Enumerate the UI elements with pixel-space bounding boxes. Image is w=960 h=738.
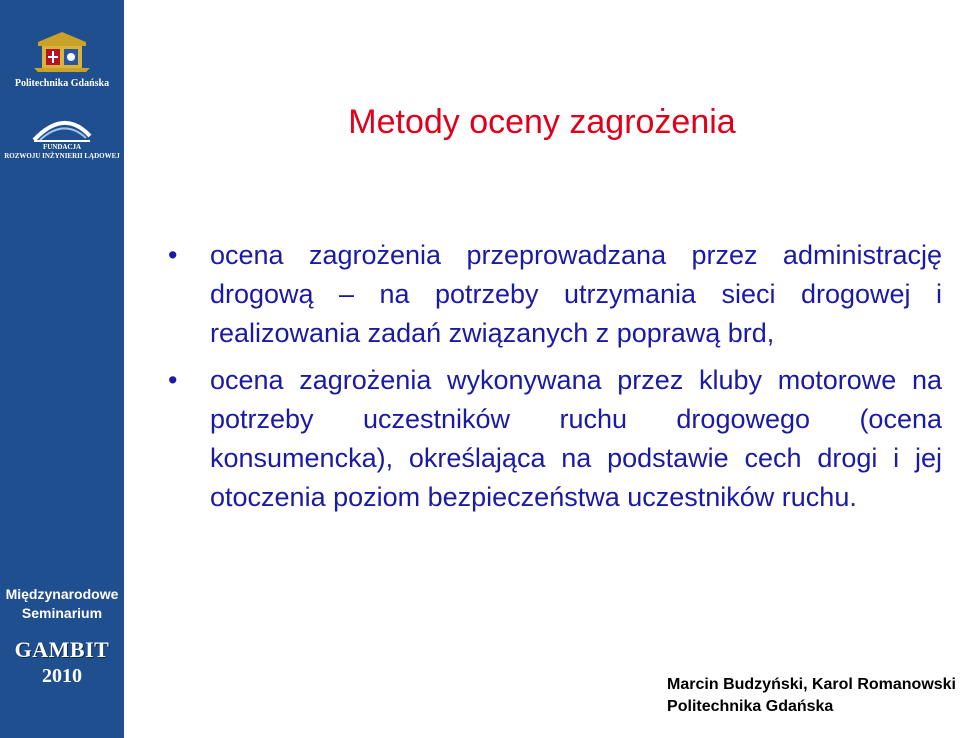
seminar-line-2: Seminarium	[21, 605, 103, 621]
bullet-list	[168, 236, 942, 525]
footer	[667, 674, 956, 718]
bullet-text: ocena zagrożenia przeprowadzana przez administrację drogową – na potrzeby utrzymania sieci drogowej i realizowania zadań związanych z poprawą brd,	[210, 240, 942, 348]
footer-authors: Marcin Budzyński, Karol Romanowski	[667, 676, 956, 693]
footer-affiliation: Politechnika Gdańska	[667, 698, 834, 715]
foundation-bridge-icon	[30, 114, 94, 144]
seminar-label	[0, 585, 124, 623]
event-name: GAMBIT	[14, 637, 110, 662]
sidebar	[0, 0, 124, 738]
slide-title: Metody oceny zagrożenia	[348, 103, 736, 141]
seminar-line-1: Międzynarodowe	[5, 586, 119, 602]
bullet-icon: •	[168, 240, 178, 270]
event-year: 2010	[42, 665, 82, 687]
foundation-line-2: ROZWOJU INŻYNIERII LĄDOWEJ	[4, 152, 120, 160]
university-crest-icon	[32, 28, 92, 74]
bullet-icon: •	[168, 365, 178, 395]
foundation-line-1: FUNDACJA	[42, 143, 82, 151]
bullet-text: ocena zagrożenia wykonywana przez kluby motorowe na potrzeby uczestników ruchu drogowego (ocena konsumencka), określająca na podstawie cech drogi i jej otoczenia poziom bezpieczeństwa uczestników ruchu.	[210, 365, 942, 512]
foundation-name	[0, 143, 124, 161]
bullet-item	[168, 236, 942, 353]
university-label: Politechnika Gdańska	[14, 78, 110, 89]
bullet-item	[168, 361, 942, 517]
